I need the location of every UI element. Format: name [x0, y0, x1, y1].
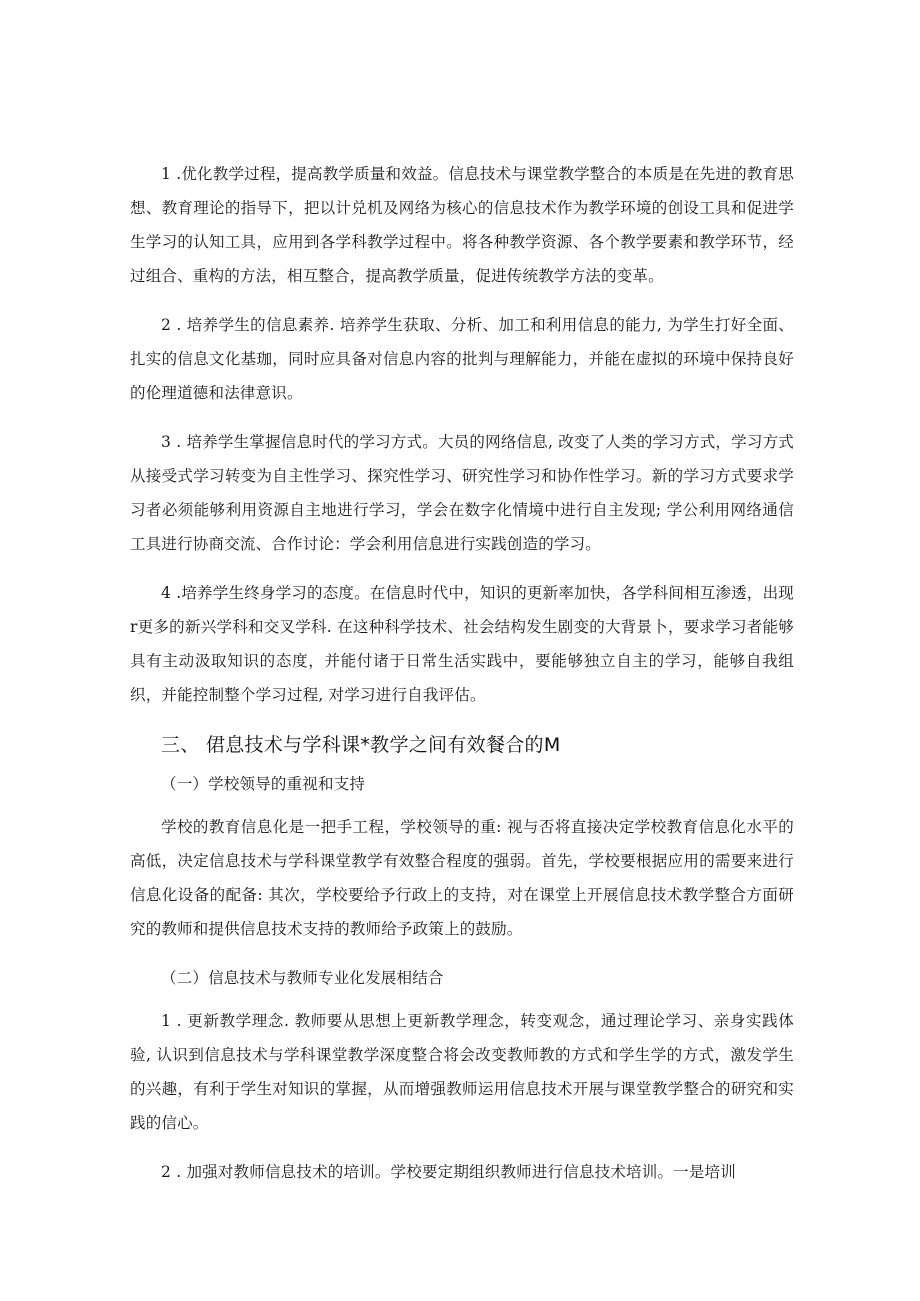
paragraph-school-leadership: 学校的教育信息化是一把手工程，学校领导的重: 视与否将直接决定学校教育信息化水平的高低，决定信息技术与学科课堂教学有效整合程度的强弱。首先，学校要根据应用的需要来进行信息化设备的配备: 其次，学校要给予行政上的支持，对在课堂上开展信息技术教学整合方面研究的教师和提供信息技术支持的教师给予政策上的鼓励。	[130, 818, 794, 938]
paragraph-update-concepts: 1 . 更新教学理念. 教师要从思想上更新教学理念，转变观念，通过理论学习、亲身实践体验, 认识到信息技术与学科课堂教学深度整合将会改变教师教的方式和学生学的方式，激发学生的兴趣，有利于学生对知识的掌握，从而增强教师运用信息技术开展与课堂教学整合的研究和实践的信心。	[130, 1012, 794, 1132]
subheading-teacher-development: （二）信息技术与教师专业化发展相结合	[161, 969, 444, 987]
paragraph-optimize-teaching: 1 .优化教学过程，提高教学质量和效益。信息技术与课堂教学整合的本质是在先进的教育思想、教育理论的指导下，把以计兑机及网络为核心的信息技术作为教学环境的创设工具和促进学生学习的认知工具，应用到各学科教学过程中。将各种教学资源、各个教学要素和教学环节，经过组合、重构的方法，相互整合，提高教学质量，促进传统教学方法的变革。	[130, 165, 794, 285]
paragraph-lifelong-learning: 4 .培养学生终身学习的态度。在信息时代中，知识的更新率加快，各学科间相互渗透，出现r更多的新兴学科和交叉学科. 在这种科学技术、社会结构发生剧变的大背景卜，要求学习者能够具有主动汲取知识的态度，并能付诸于日常生活实践中，要能够独立自主的学习，能够自我组织，并能控制整个学习过程, 对学习进行自我评估。	[130, 584, 794, 704]
paragraph-learning-methods: 3 . 培养学生掌握信息时代的学习方式。大员的网络信息, 改变了人类的学习方式，学习方式从接受式学习转变为自主性学习、探究性学习、研究性学习和协作性学习。新的学习方式要求学习者必须能够利用资源自主地进行学习，学会在数字化情境中进行自主发现; 学公利用网络通信工具进行协商交流、合作讨论：学会利用信息进行实践创造的学习。	[130, 433, 794, 553]
subheading-school-leadership: （一）学校领导的重视和支持	[161, 775, 366, 793]
document-body	[130, 157, 794, 1204]
paragraph-teacher-training: 2 . 加强对教师信息技术的培训。学校要定期组织教师进行信息技术培训。一是培训	[161, 1163, 736, 1181]
paragraph-information-literacy: 2 . 培养学生的信息素养. 培养学生获取、分析、加工和利用信息的能力, 为学生打好全面、扎实的信息文化基珈，同时应具备对信息内容的批判与理解能力，并能在虚拟的环境中保持良好的伦理道德和法律意识。	[130, 316, 794, 402]
section-heading: 三、 侰息技术与学科课*教学之间有效餐合的M	[161, 734, 561, 756]
